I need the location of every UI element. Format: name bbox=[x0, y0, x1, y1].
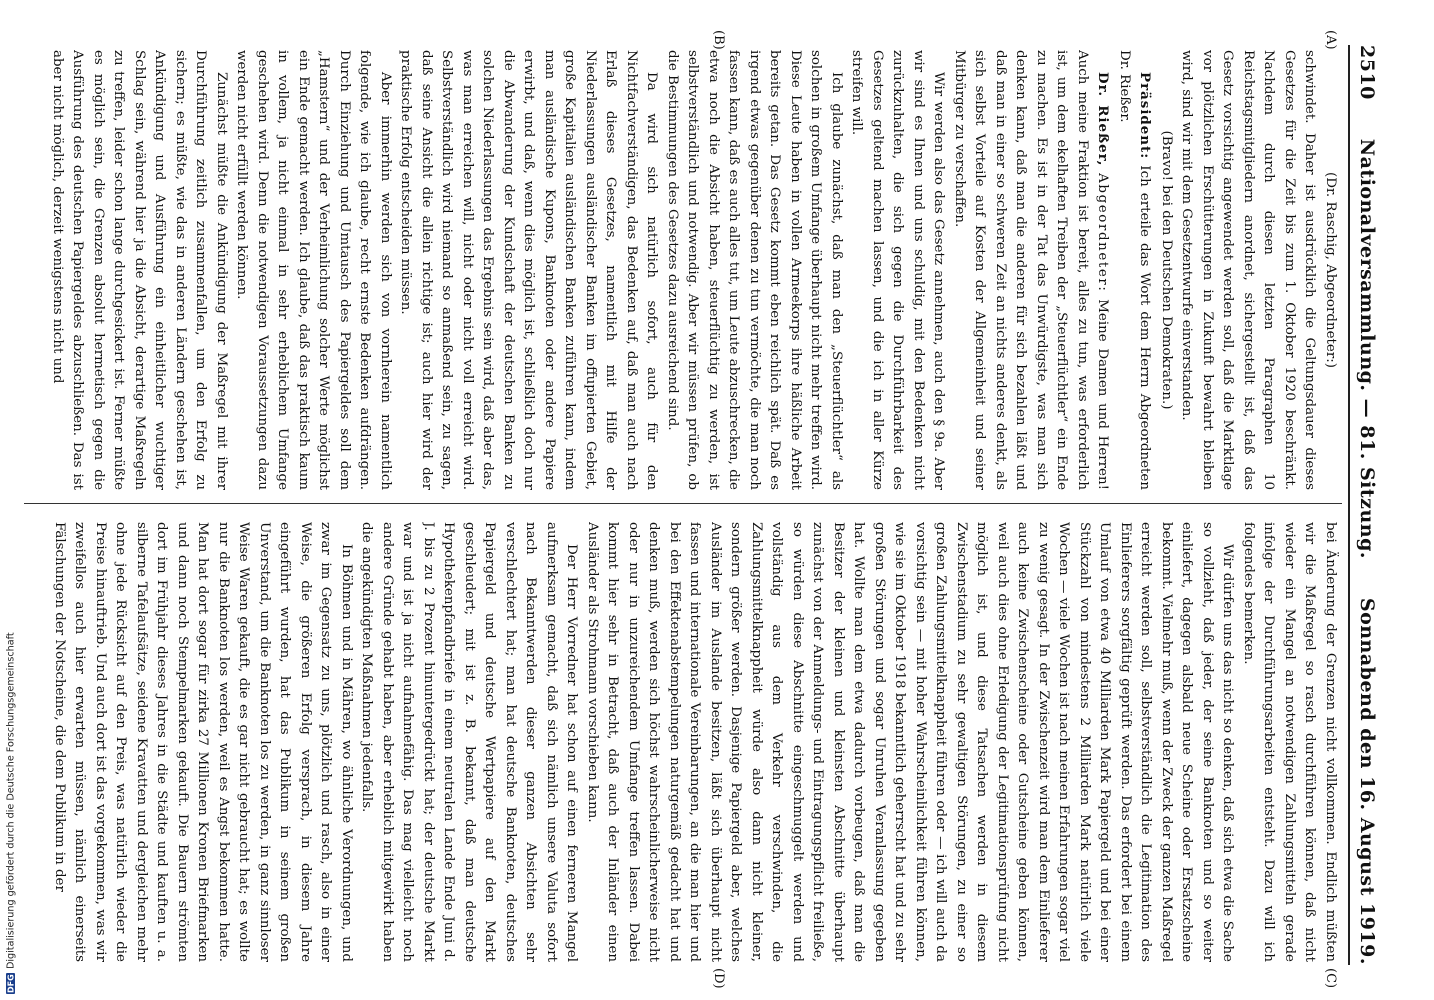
paragraph: schwindet. Daher ist ausdrücklich die Geltungsdauer dieses Gesetzes für die Zeit bis zum 1. Oktober 1920 beschränkt. Nachdem durch diesen letzten Paragraphen 10 Reichstagsmitgliedern anordnet, sichergestellt ist, daß das Gesetz vorsichtig angewendet werden soll, daß die Marktlage vor plötzlichen Erschütterungen in Zukunft bewahrt bleiben wird, sind wir mit dem Gesetzentwurfe einverstanden. bbox=[1179, 50, 1318, 490]
margin-marker-b: (B) bbox=[711, 30, 726, 50]
paragraph: In Böhmen und in Mähren, wo ähnliche Verordnungen, und zwar im Gegensatz zu uns, plötzlich und rasch, also in einer Weise, die größeren Erfolg versprach, in diesem Jahre eingeführt wurden, hat das Publikum in seinem großen Unverstand, um die Banknoten los zu werden, in ganz sinnloser Weise Waren gekauft, die es gar nicht gebraucht hat; es wollte nur die Banknoten los werden, weil es Angst bekommen hatte. Man hat dort sogar für zirka 27 Millionen Kronen Briefmarken und dann noch Stempelmarken gekauft. Die Bauern strömten dort im Frühjahr dieses Jahres in die Städte und kauften u. a. silberne Tafelaufsätze, seidene Kravatten und dergleichen mehr ohne jede Rücksicht auf den Preis, was natürlich wieder die Preise hinauftrieb. Und auch dort ist das vorgekommen, was wir zweifellos auch hier erwarten müssen, nämlich einerseits Fälschungen der Notscheine, die dem Publikum in der bbox=[52, 522, 354, 962]
paragraph: Zunächst müßte die Ankündigung der Maßregel mit ihrer Durchführung zeitlich zusammenfallen, um den Erfolg zu sichern; es müßte, wie das in anderen Ländern geschehen ist, Ankündigung und Ausführung ein einheitlicher wuchtiger Schlag sein, während hier ja die Absicht, derartige Maßregeln zu treffen, leider schon lange durchgesickert ist. Ferner müßte es möglich sein, die Grenzen absolut hermetisch gegen die Ausführung des deutschen Papiergeldes abzuschließen. Das ist aber nicht möglich, derzeit wenigstens nicht und bbox=[50, 50, 229, 490]
session-date: Sonnabend den 16. August 1919. bbox=[1356, 597, 1378, 965]
dfg-logo: DFG bbox=[6, 974, 16, 993]
paragraph: Wir dürfen uns das nicht so denken, daß sich etwa die Sache so vollzieht, daß jeder, der seine Banknoten und so weiter einliefert, dagegen alsbald neue Scheine oder Ersatzscheine bekommt. Vielmehr muß, wenn der Zweck der ganzen Maßregel erreicht werden soll, selbstverständlich die Legitimation des Einlieferers sorgfältig geprüft werden. Das erfordert bei einem Umlauf von etwa 40 Milliarden Mark Papiergeld und bei einer Stückzahl von mindestens 2 Milliarden Mark natürlich viele Wochen — viele Wochen ist nach meinen Erfahrungen sogar viel zu wenig gesagt. In der Zwischenzeit wird man dem Einlieferer auch keine Zwischenscheine oder Gutscheine geben können, weil auch dies ohne Erledigung der Legitimationsprüfung nicht möglich ist, und diese Tatsachen werden in diesem Zwischenstadium zu sehr gewaltigen Störungen, zu einer so großen Zahlungsmittelknappheit führen oder — ich will auch da vorsichtig sein — mit hoher Wahrscheinlichkeit führen können, wie sie im Oktober 1918 bekanntlich geherrscht hat und zu sehr großen Störungen und sogar Unruhen Veranlassung gegeben hat. Wollte man dem etwa dadurch vorbeugen, daß man die Besitzer der kleinen und kleinsten Abschnitte überhaupt zunächst von der Anmeldungs- und Eintragungspflicht freiließe, so würden diese Abschnitte eingeschmuggelt werden und vollständig aus dem Verkehr verschwinden, die Zahlungsmittelknappheit würde also dann nicht kleiner, sondern größer werden. Dasjenige Papiergeld aber, welches Ausländer im Auslande besitzen, läßt sich überhaupt nicht fassen und internationale Vereinbarungen, an die man hier und bei den Effektenabstempelungen naturgemäß gedacht hat und denken muß, werden sich höchst wahrscheinlicherweise nicht oder nur in unzureichendem Umfange treffen lassen. Dabei kommt hier sehr in Betracht, daß auch der Inländer einen Ausländer als Strohmann vorschieben kann. bbox=[585, 522, 1236, 962]
paragraph: Aber immerhin werden sich von vornherein namentlich folgende, wie ich glaube, recht ernste Bedenken aufdrängen. Durch Einziehung und Umtausch des Papiergeldes soll dem „Hamstern“ und der Verheimlichung solcher Werte möglichst ein Ende gemacht werden. Ich glaube, daß das praktisch kaum in vollem, ja nicht einmal in sehr erheblichem Umfange geschehen wird. Denn die notwendigen Voraussetzungen dazu werden nicht erfüllt werden können. bbox=[234, 50, 393, 490]
president-statement bbox=[1114, 50, 1156, 490]
header-rule bbox=[1348, 45, 1350, 965]
column-divider bbox=[24, 503, 1342, 504]
running-title: Nationalversammlung. — 81. Sitzung. bbox=[1356, 138, 1378, 559]
page-number: 2510 bbox=[1356, 45, 1378, 100]
paragraph: Wir werden also das Gesetz annehmen, auch den § 9a. Aber wir sind es Ihnen und uns schuldig, mit den Bedenken nicht zurückzuhalten, die sich gegen die Durchführbarkeit des Gesetzes geltend machen lassen, und die ich in aller Kürze streifen will. bbox=[849, 50, 947, 490]
margin-marker-c: (C) bbox=[1323, 968, 1338, 989]
applause-note: (Bravo! bei den Deutschen Demokraten.) bbox=[1159, 130, 1174, 410]
digitization-credit bbox=[4, 6, 18, 994]
speaker-name: Dr. Rießer, bbox=[1095, 72, 1112, 167]
margin-marker-d: (D) bbox=[711, 968, 726, 989]
speaker-name: Präsident: bbox=[1137, 72, 1154, 160]
paragraph: Da wird sich natürlich sofort, auch für den Nichtfachverständigen, das Bedenken auf, daß man auch nach Erlaß dieses Gesetzes, namentlich mit Hilfe der Niederlassungen ausländischer Banken im offupierten Gebiet, große Kapitalien ausländischen Banken zuführen kann, indem man ausländische Kupons, Banknoten oder andere Papiere erwirbt, und daß, wenn dies möglich ist, schließlich doch nur die Abwanderung der Kundschaft der deutschen Banken zu solchen Niederlassungen das Ergebnis sein wird, daß aber das, was man erreichen will, nicht oder nicht voll erreicht wird. Selbstverständlich wird niemand so anmaßend sein, zu sagen, daß seine Ansicht die allein richtige ist; auch hier wird der praktische Erfolg entscheiden müssen. bbox=[398, 50, 660, 490]
page-header bbox=[1356, 45, 1386, 965]
paragraph: Der Herr Vorredner hat schon auf einen ferneren Mangel aufmerksam gemacht, daß sich nämlich unsere Valuta sofort nach Bekanntwerden dieser ganzen Absichten sehr verschlechtert hat; man hat deutsche Banknoten, deutsches Papiergeld und deutsche Wertpapiere auf den Markt geschleudert; mit ist z. B. bekannt, daß man deutsche Hypothekenpfandbriefe in einem neutralen Lande Ende Juni d. J. bis zu 2 Prozent hinuntergedrückt hat; der deutsche Markt war und ist ja nicht aufnahmefähig. Das mag vielleicht noch andere Gründe gehabt haben, aber erheblich mitgewirkt haben die angekündigten Maßnahmen jedenfalls. bbox=[359, 522, 580, 962]
speaker-role: Abgeordneter: bbox=[1095, 173, 1111, 293]
speaker-intro bbox=[949, 50, 1114, 490]
margin-marker-a: (A) bbox=[1323, 30, 1338, 50]
speaker-continuation-tag: (Dr. Raschig, Abgeordneter:) bbox=[1323, 172, 1338, 368]
paragraph: bei Änderung der Grenzen nicht vollkommen. Endlich müßten wir die Maßregel so rasch durchführen können, daß nicht wieder ein Mangel an notwendigen Zahlungsmitteln gerade infolge der Durchführungsarbeiten entsteht. Dazu will ich folgendes bemerken. bbox=[1241, 522, 1338, 962]
right-column bbox=[28, 522, 1340, 962]
left-column bbox=[28, 50, 1340, 490]
paragraph: Meine Damen und Herren! Auch meine Fraktion ist bereit, alles zu tun, was erforderlich ist, um dem ekelhaften Treiben der „Steuerflüchtler“ ein Ende zu machen. Es ist in der Tat das Unwürdigste, was man sich denken kann, daß man die anderen für sich bezahlen läßt und daß man in einer so schweren Zeit an nichts anderes denkt, als sich selbst Vorteile auf Kosten der Allgemeinheit und seiner Mitbürger zu verschaffen. bbox=[952, 50, 1111, 490]
paragraph: Ich glaube zunächst, daß man den „Steuerflüchtler“ als solchen in großem Umfange überhaupt nicht mehr treffen wird. Diese Leute haben in vollen Armeekorps ihre häßliche Arbeit bereits getan. Das Gesetz kommt eben reichlich spät. Daß es irgend etwas gegenüber denen zu tun vermöchte, die man noch fassen kann, daß es auch alles tut, um Leute abzuschrecken, die etwa noch die Absicht haben, steuerflüchtig zu werden, ist selbstverständlich und notwendig. Aber wir müssen prüfen, ob die Bestimmungen des Gesetzes dazu ausreichend sind. bbox=[665, 50, 844, 490]
statement-text: Ich erteile das Wort dem Herrn Abgeordneten Dr. Rießer. bbox=[1117, 50, 1153, 490]
credit-text: Digitalisierung gefördert durch die Deutsche Forschungsgemeinschaft bbox=[5, 632, 17, 970]
